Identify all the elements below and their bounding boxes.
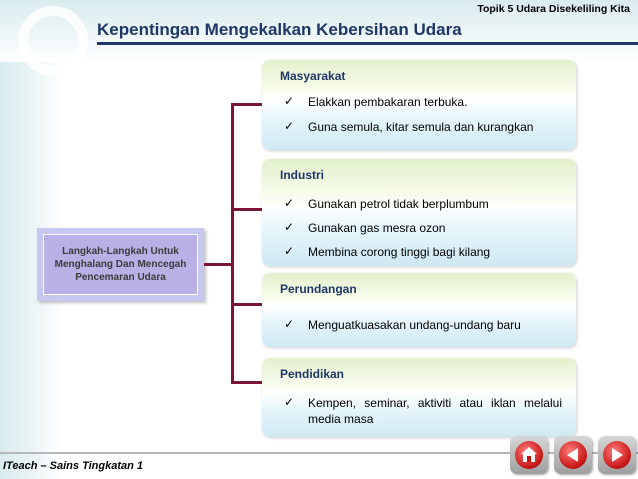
connector-masyarakat [231, 103, 262, 106]
title-divider [97, 42, 638, 45]
arrow-left-icon [559, 441, 587, 469]
list-item-text: Elakkan pembakaran terbuka. [308, 95, 468, 109]
list-item [284, 220, 570, 236]
category-industri [262, 159, 576, 266]
connector-trunk [231, 103, 234, 384]
category-title: Perundangan [280, 282, 357, 296]
topic-label: Topik 5 Udara Disekeliling Kita [477, 3, 630, 15]
list-item [284, 94, 570, 110]
check-icon: ✓ [284, 244, 295, 258]
category-perundangan [262, 273, 576, 347]
home-icon [515, 441, 543, 469]
category-title: Industri [280, 168, 324, 182]
list-item-text: Gunakan petrol tidak berplumbum [308, 197, 489, 211]
check-icon: ✓ [284, 220, 295, 234]
list-item-text: Kempen, seminar, aktiviti atau iklan melalui media masa [308, 396, 562, 426]
list-item [284, 244, 570, 260]
category-pendidikan [262, 358, 576, 437]
category-title: Pendidikan [280, 367, 345, 381]
connector-root [204, 263, 232, 266]
page-title: Kepentingan Mengekalkan Kebersihan Udara [97, 20, 462, 39]
connector-industri [231, 208, 262, 211]
footer-label: ITeach – Sains Tingkatan 1 [3, 460, 143, 472]
list-item-text: Membina corong tinggi bagi kilang [308, 245, 491, 259]
list-item [284, 196, 570, 212]
home-button[interactable] [510, 436, 548, 474]
check-icon: ✓ [284, 395, 295, 409]
previous-button[interactable] [554, 436, 592, 474]
list-item [284, 317, 570, 333]
next-button[interactable] [598, 436, 636, 474]
connector-pendidikan [231, 381, 262, 384]
check-icon: ✓ [284, 196, 295, 210]
check-icon: ✓ [284, 119, 295, 133]
check-icon: ✓ [284, 317, 295, 331]
list-item-text: Menguatkuasakan undang-undang baru [308, 318, 521, 332]
category-title: Masyarakat [280, 69, 346, 83]
list-item-text: Guna semula, kitar semula dan kurangkan [308, 120, 534, 134]
root-node-label: Langkah-Langkah Untuk Menghalang Dan Mencegah Pencemaran Udara [43, 234, 198, 295]
decorative-circle [18, 6, 88, 76]
list-item [284, 119, 570, 135]
arrow-right-icon [603, 441, 631, 469]
connector-perundangan [231, 303, 262, 306]
category-masyarakat [262, 60, 576, 150]
root-node [37, 228, 204, 301]
list-item-text: Gunakan gas mesra ozon [308, 221, 446, 235]
check-icon: ✓ [284, 94, 295, 108]
list-item [284, 395, 562, 427]
